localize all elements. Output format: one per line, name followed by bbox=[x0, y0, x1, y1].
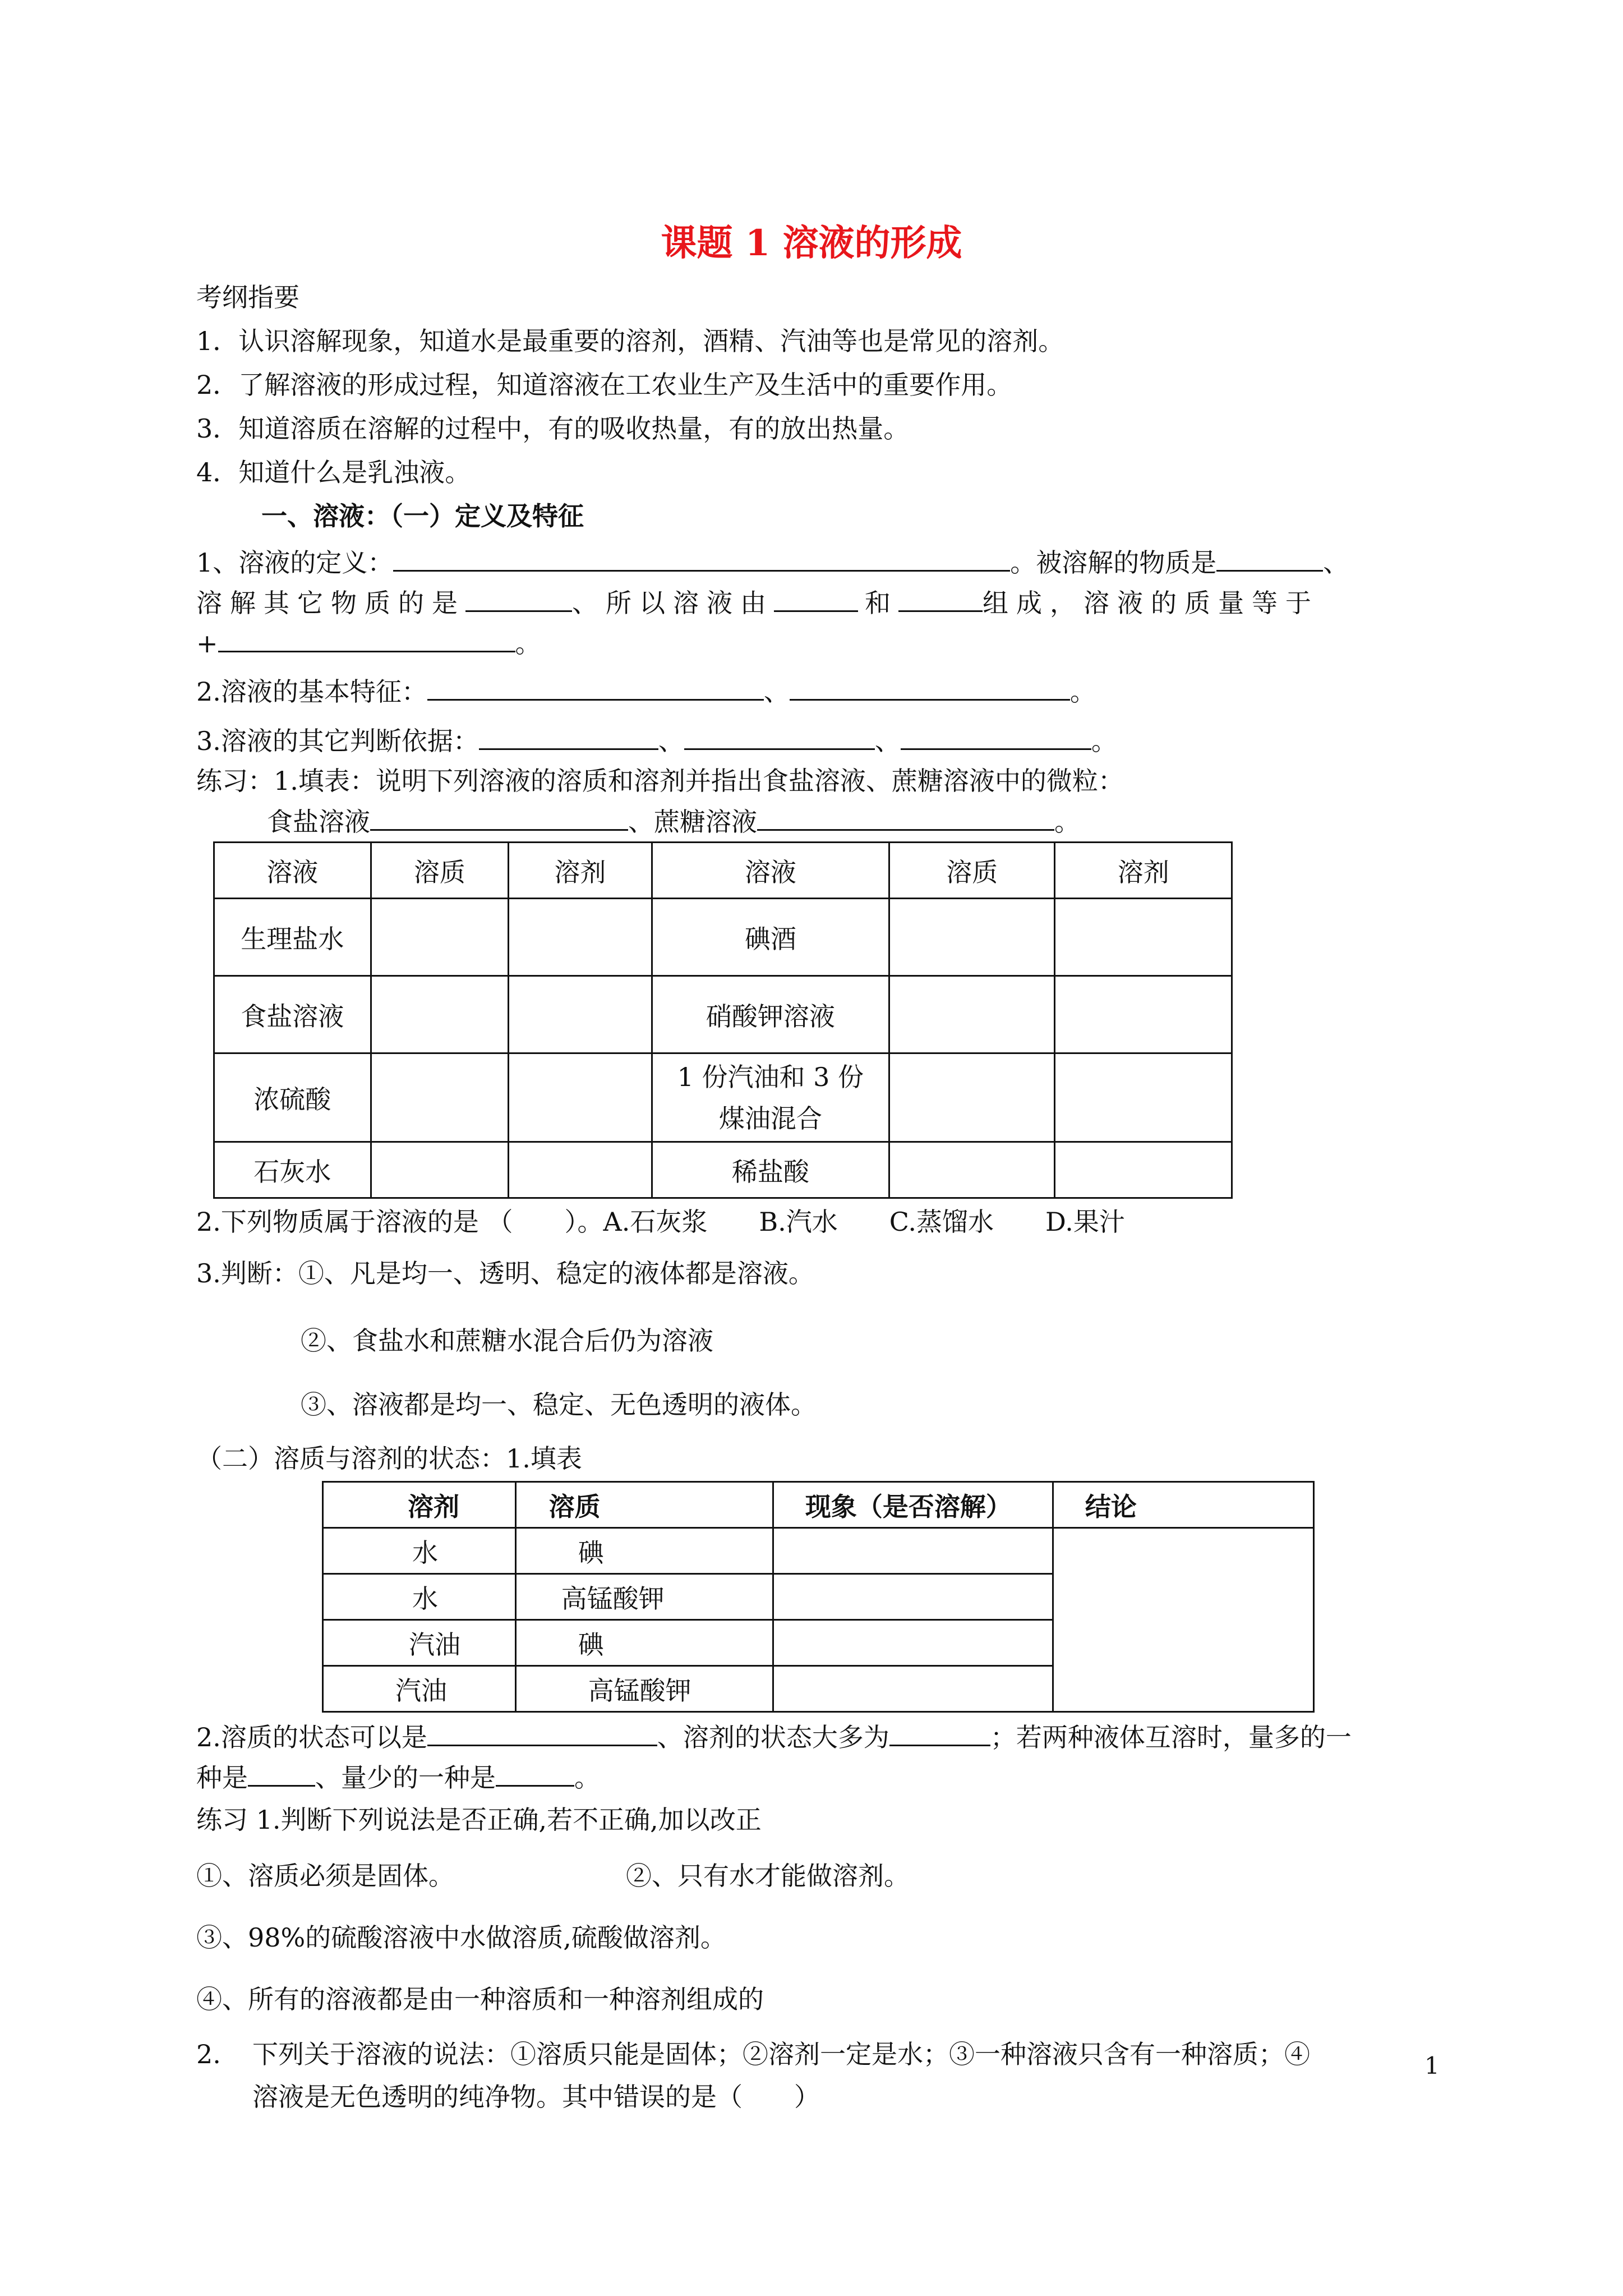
table-header: 溶剂 bbox=[1055, 843, 1232, 899]
answer-cell[interactable] bbox=[371, 1053, 509, 1142]
table-cell: 高锰酸钾 bbox=[515, 1574, 773, 1620]
text: 种是 bbox=[196, 1763, 248, 1793]
blank[interactable] bbox=[427, 673, 764, 701]
state-line-1 bbox=[196, 1719, 1352, 1754]
table-cell: 浓硫酸 bbox=[214, 1053, 371, 1142]
table-cell: 硝酸钾溶液 bbox=[652, 976, 889, 1053]
text: + bbox=[196, 628, 218, 659]
outline-item: 4．知道什么是乳浊液。 bbox=[196, 457, 471, 487]
table-row bbox=[214, 1142, 1232, 1198]
blank[interactable] bbox=[684, 723, 875, 750]
table-row bbox=[323, 1528, 1314, 1574]
blank[interactable] bbox=[757, 803, 1054, 831]
table-header: 溶质 bbox=[515, 1482, 773, 1528]
text: 、 bbox=[658, 726, 684, 756]
text: 、所以溶液由 bbox=[572, 588, 774, 618]
table-row bbox=[214, 1053, 1232, 1142]
question-text: 溶液是无色透明的纯净物。其中错误的是（ ） bbox=[252, 2082, 820, 2112]
text: 、 bbox=[763, 677, 790, 707]
text: 2.溶液的基本特征： bbox=[196, 677, 427, 707]
section1-heading: 一、溶液：（一）定义及特征 bbox=[261, 501, 584, 531]
table-header: 结论 bbox=[1053, 1482, 1313, 1528]
text: 。 bbox=[515, 628, 541, 659]
text: 3.溶液的其它判断依据： bbox=[196, 726, 479, 756]
table-cell: 碘酒 bbox=[652, 899, 889, 976]
answer-cell[interactable] bbox=[773, 1666, 1053, 1712]
blank[interactable] bbox=[1216, 544, 1323, 572]
text: 、量少的一种是 bbox=[315, 1763, 496, 1793]
blank[interactable] bbox=[218, 625, 515, 652]
answer-cell[interactable] bbox=[1055, 976, 1232, 1053]
definition-line-3 bbox=[196, 625, 541, 660]
table-cell-two-line bbox=[652, 1053, 889, 1142]
judge-line: ②、食盐水和蔗糖水混合后仍为溶液 bbox=[301, 1326, 713, 1356]
blank[interactable] bbox=[248, 1759, 315, 1787]
blank[interactable] bbox=[370, 803, 628, 831]
answer-cell[interactable] bbox=[509, 976, 652, 1053]
text: 食盐溶液 bbox=[267, 807, 370, 837]
definition-line-1 bbox=[196, 544, 1349, 579]
answer-cell[interactable] bbox=[1055, 1142, 1232, 1198]
judge-item: ③、98%的硫酸溶液中水做溶质,硫酸做溶剂。 bbox=[196, 1922, 726, 1953]
table-header: 溶质 bbox=[371, 843, 509, 899]
table-cell: 稀盐酸 bbox=[652, 1142, 889, 1198]
outline-heading: 考纲指要 bbox=[196, 282, 299, 312]
text: 和 bbox=[865, 588, 898, 618]
outline-item: 1．认识溶解现象，知道水是最重要的溶剂，酒精、汽油等也是常见的溶剂。 bbox=[196, 326, 1064, 356]
answer-cell[interactable] bbox=[889, 1053, 1055, 1142]
judge-item: ②、只有水才能做溶剂。 bbox=[626, 1861, 910, 1891]
table-cell: 碘 bbox=[515, 1528, 773, 1574]
table-header: 溶质 bbox=[889, 843, 1055, 899]
question-number: 2. bbox=[196, 2039, 221, 2069]
blank[interactable] bbox=[889, 1719, 990, 1746]
table-cell: 食盐溶液 bbox=[214, 976, 371, 1053]
answer-cell[interactable] bbox=[509, 1142, 652, 1198]
text: 1、溶液的定义： bbox=[196, 547, 394, 578]
blank[interactable] bbox=[774, 585, 858, 612]
table-cell: 碘 bbox=[515, 1620, 773, 1666]
page-title: 课题 1 溶液的形成 bbox=[661, 222, 962, 264]
text: 。 bbox=[1054, 807, 1080, 837]
table-header: 溶液 bbox=[652, 843, 889, 899]
judge-line: ③、溶液都是均一、稳定、无色透明的液体。 bbox=[301, 1389, 817, 1420]
cell-line: 煤油混合 bbox=[718, 1103, 822, 1134]
text: 组成，溶液的质量等于 bbox=[983, 588, 1319, 618]
judge-item: ④、所有的溶液都是由一种溶质和一种溶剂组成的 bbox=[196, 1984, 764, 2014]
page-number: 1 bbox=[1424, 2052, 1440, 2079]
answer-cell[interactable] bbox=[889, 899, 1055, 976]
table-cell: 石灰水 bbox=[214, 1142, 371, 1198]
answer-cell[interactable] bbox=[773, 1528, 1053, 1574]
answer-cell[interactable] bbox=[889, 1142, 1055, 1198]
criteria-line bbox=[196, 723, 1117, 758]
blank[interactable] bbox=[427, 1719, 657, 1746]
table-header: 溶剂 bbox=[323, 1482, 516, 1528]
answer-cell[interactable] bbox=[889, 976, 1055, 1053]
practice-line: 练习：1.填表：说明下列溶液的溶质和溶剂并指出食盐溶液、蔗糖溶液中的微粒： bbox=[196, 766, 1124, 796]
answer-cell[interactable] bbox=[371, 899, 509, 976]
table-cell: 汽油 bbox=[323, 1620, 516, 1666]
features-line bbox=[196, 673, 1096, 708]
text: 。 bbox=[1069, 677, 1096, 707]
blank[interactable] bbox=[901, 723, 1091, 750]
table-header: 溶液 bbox=[214, 843, 371, 899]
text: 。被溶解的物质是 bbox=[1010, 547, 1217, 578]
table-cell: 水 bbox=[323, 1528, 516, 1574]
text: 。 bbox=[574, 1763, 600, 1793]
table-cell: 生理盐水 bbox=[214, 899, 371, 976]
blank[interactable] bbox=[790, 673, 1070, 701]
solubility-table bbox=[322, 1481, 1315, 1713]
cell-line: 1 份汽油和 3 份 bbox=[677, 1061, 864, 1092]
blank[interactable] bbox=[898, 585, 983, 612]
text: 、溶剂的状态大多为 bbox=[657, 1722, 889, 1752]
answer-cell[interactable] bbox=[371, 1142, 509, 1198]
text: 、蔗糖溶液 bbox=[628, 807, 757, 837]
text: 、 bbox=[874, 726, 901, 756]
outline-item: 3．知道溶质在溶解的过程中，有的吸收热量，有的放出热量。 bbox=[196, 413, 910, 444]
answer-cell[interactable] bbox=[773, 1620, 1053, 1666]
state-line-2 bbox=[196, 1759, 600, 1795]
table-cell: 水 bbox=[323, 1574, 516, 1620]
answer-cell[interactable] bbox=[1055, 899, 1232, 976]
table-header: 现象（是否溶解） bbox=[773, 1482, 1053, 1528]
particles-line bbox=[267, 803, 1080, 839]
text: 。 bbox=[1091, 726, 1117, 756]
blank[interactable] bbox=[479, 723, 658, 750]
table-row bbox=[214, 976, 1232, 1053]
text: 溶解其它物质的是 bbox=[196, 588, 465, 618]
answer-cell[interactable] bbox=[509, 1053, 652, 1142]
answer-cell[interactable] bbox=[371, 976, 509, 1053]
blank[interactable] bbox=[465, 585, 572, 612]
answer-cell[interactable] bbox=[509, 899, 652, 976]
outline-item: 2．了解溶液的形成过程，知道溶液在工农业生产及生活中的重要作用。 bbox=[196, 370, 1013, 400]
practice2-line: 练习 1.判断下列说法是否正确,若不正确,加以改正 bbox=[196, 1805, 762, 1835]
solution-table bbox=[213, 841, 1233, 1199]
question-solutions: 2.下列物质属于溶液的是 （ ）。A.石灰浆 B.汽水 C.蒸馏水 D.果汁 bbox=[196, 1207, 1125, 1237]
judge-line: 3.判断：①、凡是均一、透明、稳定的液体都是溶液。 bbox=[196, 1258, 814, 1289]
table-cell: 汽油 bbox=[323, 1666, 516, 1712]
table-cell: 高锰酸钾 bbox=[515, 1666, 773, 1712]
text: 、 bbox=[1323, 547, 1349, 578]
answer-cell[interactable] bbox=[1055, 1053, 1232, 1142]
question-text: 下列关于溶液的说法：①溶质只能是固体；②溶剂一定是水；③一种溶液只含有一种溶质；④ bbox=[252, 2039, 1310, 2069]
answer-cell[interactable] bbox=[773, 1574, 1053, 1620]
blank[interactable] bbox=[496, 1759, 574, 1787]
definition-line-2 bbox=[196, 585, 1319, 620]
text: ；若两种液体互溶时，量多的一 bbox=[990, 1722, 1352, 1752]
text: 2.溶质的状态可以是 bbox=[196, 1722, 427, 1752]
conclusion-cell[interactable] bbox=[1053, 1528, 1313, 1712]
table-row bbox=[214, 899, 1232, 976]
table-header: 溶剂 bbox=[509, 843, 652, 899]
blank[interactable] bbox=[393, 544, 1010, 572]
section2-heading: （二）溶质与溶剂的状态：1.填表 bbox=[196, 1443, 582, 1474]
judge-item: ①、溶质必须是固体。 bbox=[196, 1861, 454, 1891]
